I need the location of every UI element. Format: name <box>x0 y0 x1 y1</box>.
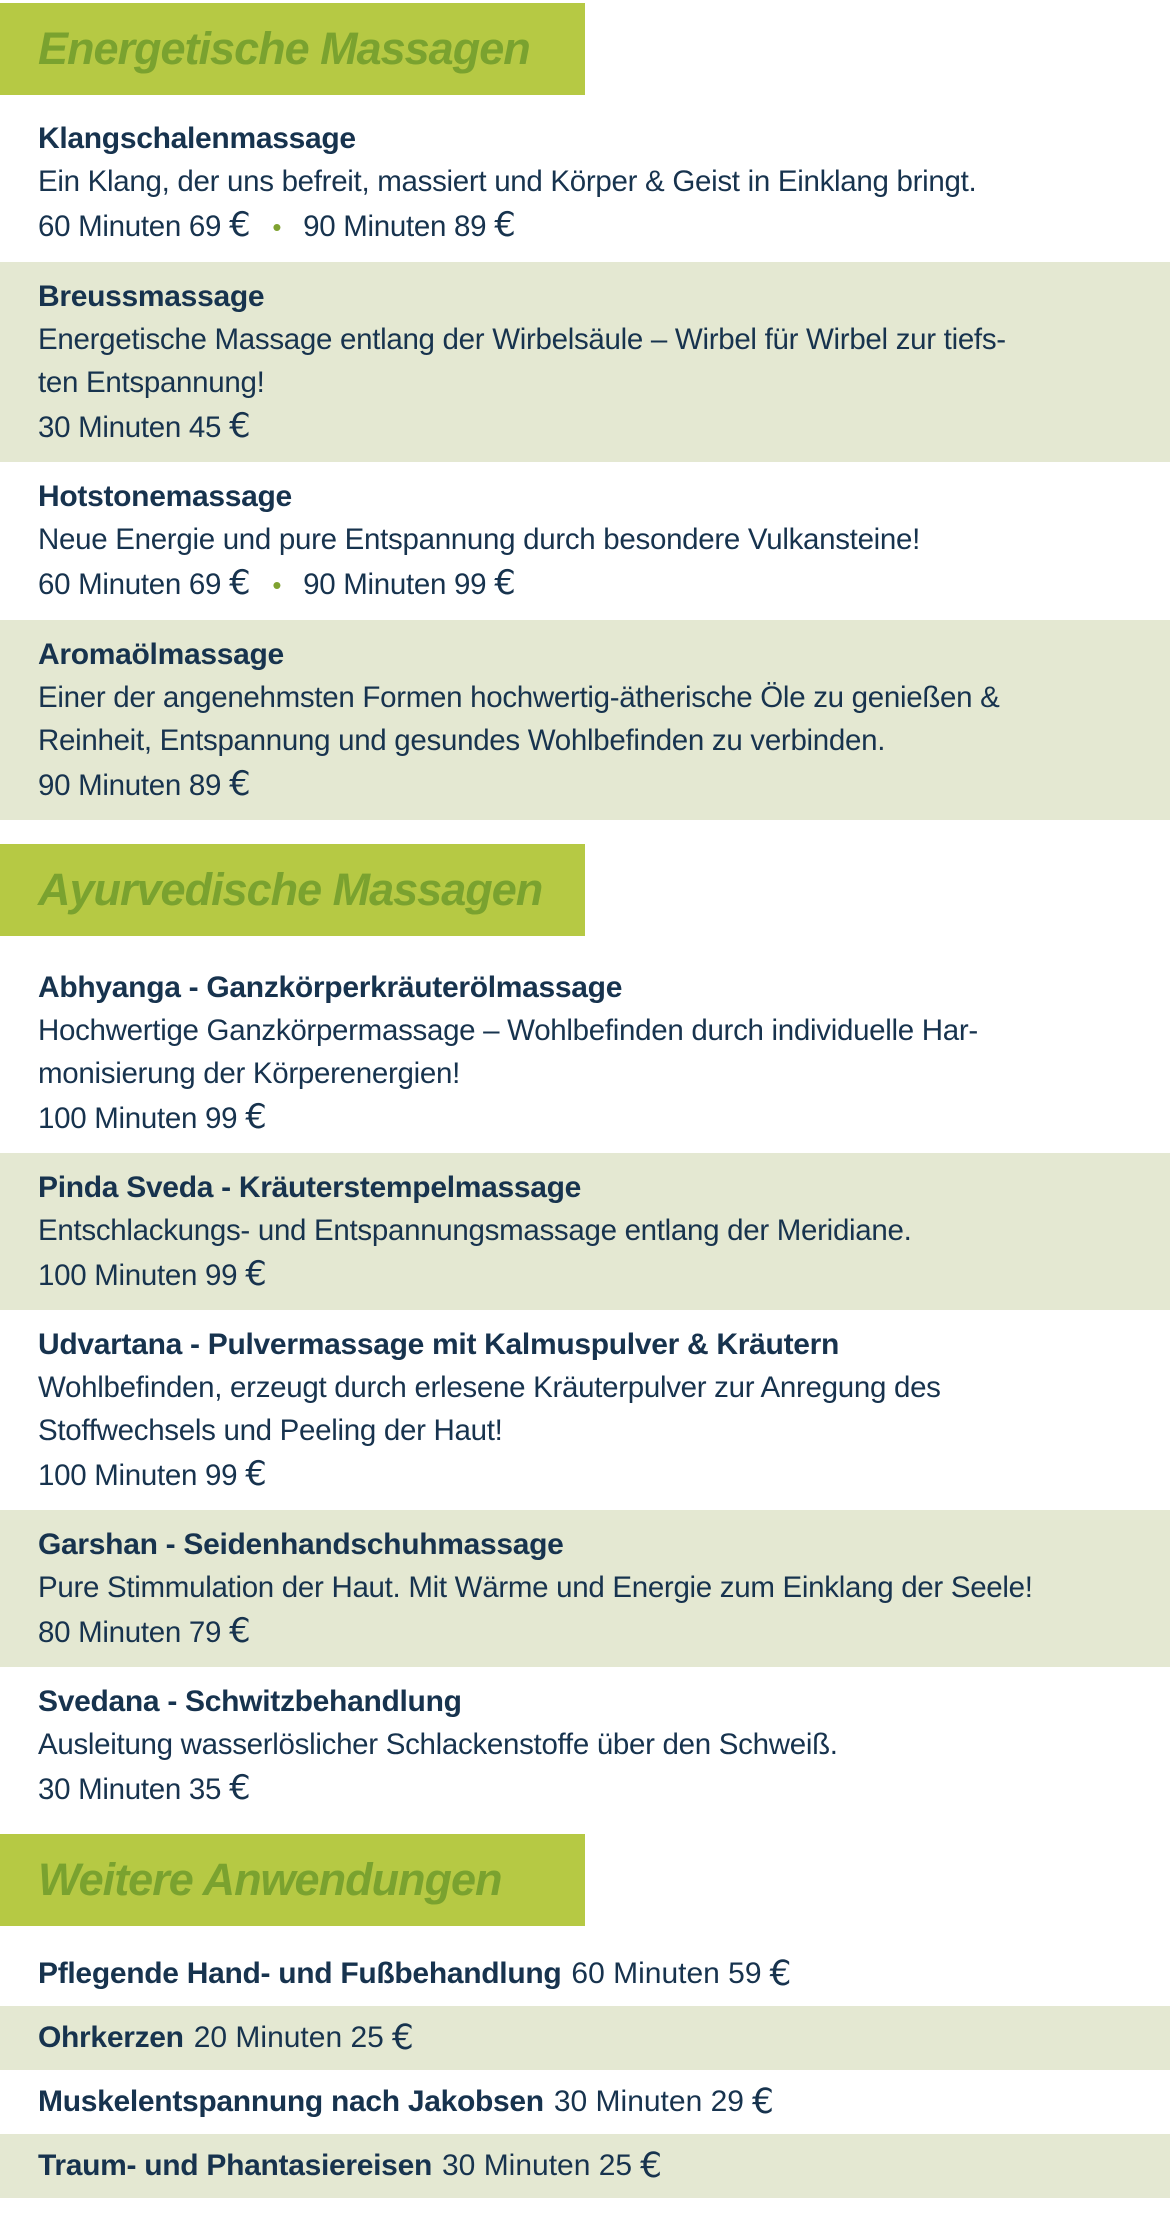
item-title: Aromaölmassage <box>38 638 284 671</box>
item-desc-line: Stoffwechsels und Peeling der Haut! <box>38 1414 503 1447</box>
price-text: 90 Minuten 89 <box>38 769 222 802</box>
euro-symbol: € <box>229 1768 251 1807</box>
price-text: 80 Minuten 79 <box>38 1616 222 1649</box>
euro-symbol: € <box>769 1954 792 1994</box>
item-title: Abhyanga - Ganzkörperkräuterölmassage <box>38 971 623 1004</box>
menu-item-udvartana <box>0 1310 1170 1510</box>
euro-symbol: € <box>494 205 516 244</box>
section-header-weitere-anwendungen <box>0 1834 585 1926</box>
price-separator-dot: • <box>272 570 282 600</box>
item-desc-line: ten Entspannung! <box>38 366 265 399</box>
item-title: Pflegende Hand- und Fußbehandlung <box>38 1957 562 1990</box>
section-title: Energetische Massagen <box>38 23 530 74</box>
euro-symbol: € <box>229 563 251 602</box>
price-text: 60 Minuten 69 <box>38 210 222 243</box>
item-price-line <box>38 1452 1130 1497</box>
price-text: 20 Minuten 25 <box>193 2021 384 2054</box>
euro-symbol: € <box>245 1097 267 1136</box>
euro-symbol: € <box>640 2146 663 2186</box>
price-text: 30 Minuten 25 <box>441 2149 633 2182</box>
item-desc-line: Einer der angenehmsten Formen hochwertig-ätherische Öle zu genießen & <box>38 681 1000 714</box>
euro-symbol: € <box>494 563 516 602</box>
menu-item-garshan <box>0 1510 1170 1667</box>
item-desc-line: Ausleitung wasserlöslicher Schlackenstoffe über den Schweiß. <box>38 1728 838 1761</box>
price-text: 90 Minuten 99 <box>303 568 487 601</box>
item-desc-line: Energetische Massage entlang der Wirbelsäule – Wirbel für Wirbel zur tiefs- <box>38 323 1006 356</box>
price-text: 30 Minuten 29 <box>553 2085 744 2118</box>
item-title: Muskelentspannung nach Jakobsen <box>38 2085 544 2118</box>
item-title: Breussmassage <box>38 280 265 313</box>
euro-symbol: € <box>229 1611 251 1650</box>
item-desc-line: Hochwertige Ganzkörpermassage – Wohlbefinden durch individuelle Har- <box>38 1014 978 1047</box>
item-title: Svedana - Schwitzbehandlung <box>38 1685 462 1718</box>
euro-symbol: € <box>229 205 251 244</box>
section-title: Ayurvedische Massagen <box>38 864 543 915</box>
item-title: Pinda Sveda - Kräuterstempelmassage <box>38 1171 582 1204</box>
euro-symbol: € <box>751 2082 774 2122</box>
menu-item-hotstonemassage <box>0 462 1170 620</box>
menu-item-klangschalenmassage <box>0 95 1170 262</box>
section-title: Weitere Anwendungen <box>38 1854 502 1905</box>
item-price-line <box>38 203 1130 249</box>
item-price-line <box>38 1252 1130 1297</box>
menu-item-ohrkerzen <box>0 2006 1170 2070</box>
item-title: Hotstonemassage <box>38 480 292 513</box>
price-text: 30 Minuten 45 <box>38 411 222 444</box>
item-price-line <box>38 1609 1130 1654</box>
item-desc-line: monisierung der Körperenergien! <box>38 1057 460 1090</box>
euro-symbol: € <box>229 406 251 445</box>
euro-symbol: € <box>245 1254 267 1293</box>
menu-item-breussmassage <box>0 262 1170 462</box>
euro-symbol: € <box>391 2018 414 2058</box>
item-price-line <box>38 404 1130 449</box>
menu-item-traumreisen <box>0 2134 1170 2198</box>
price-text: 30 Minuten 35 <box>38 1773 222 1806</box>
menu-item-aromaoelmassage <box>0 620 1170 820</box>
item-desc-line: Reinheit, Entspannung und gesundes Wohlbefinden zu verbinden. <box>38 724 886 757</box>
menu-item-abhyanga <box>0 936 1170 1153</box>
menu-item-hand-fussbehandlung <box>0 1942 1170 2006</box>
item-desc-line: Pure Stimmulation der Haut. Mit Wärme und Energie zum Einklang der Seele! <box>38 1571 1033 1604</box>
item-price-line <box>38 561 1130 607</box>
item-title: Udvartana - Pulvermassage mit Kalmuspulver & Kräutern <box>38 1328 840 1361</box>
item-desc-line: Entschlackungs- und Entspannungsmassage entlang der Meridiane. <box>38 1214 912 1247</box>
euro-symbol: € <box>229 764 251 803</box>
price-text: 90 Minuten 89 <box>303 210 487 243</box>
item-title: Traum- und Phantasiereisen <box>38 2149 432 2182</box>
price-text: 100 Minuten 99 <box>38 1259 238 1292</box>
item-desc-line: Neue Energie und pure Entspannung durch besondere Vulkansteine! <box>38 523 921 556</box>
item-desc-line: Wohlbefinden, erzeugt durch erlesene Kräuterpulver zur Anregung des <box>38 1371 941 1404</box>
menu-item-muskelentspannung <box>0 2070 1170 2134</box>
item-title: Garshan - Seidenhandschuhmassage <box>38 1528 564 1561</box>
item-title: Ohrkerzen <box>38 2021 184 2054</box>
item-desc-line: Ein Klang, der uns befreit, massiert und Körper & Geist in Einklang bringt. <box>38 165 977 198</box>
menu-item-pinda-sveda <box>0 1153 1170 1310</box>
price-text: 60 Minuten 69 <box>38 568 222 601</box>
euro-symbol: € <box>245 1454 267 1493</box>
price-text: 60 Minuten 59 <box>571 1957 762 1990</box>
price-text: 100 Minuten 99 <box>38 1102 238 1135</box>
price-separator-dot: • <box>272 212 282 242</box>
section-header-ayurvedische-massagen <box>0 844 585 936</box>
item-title: Klangschalenmassage <box>38 122 356 155</box>
menu-item-svedana <box>0 1667 1170 1824</box>
section-header-energetische-massagen <box>0 3 585 95</box>
item-price-line <box>38 762 1130 807</box>
price-text: 100 Minuten 99 <box>38 1459 238 1492</box>
item-price-line <box>38 1766 1130 1811</box>
item-price-line <box>38 1095 1130 1140</box>
